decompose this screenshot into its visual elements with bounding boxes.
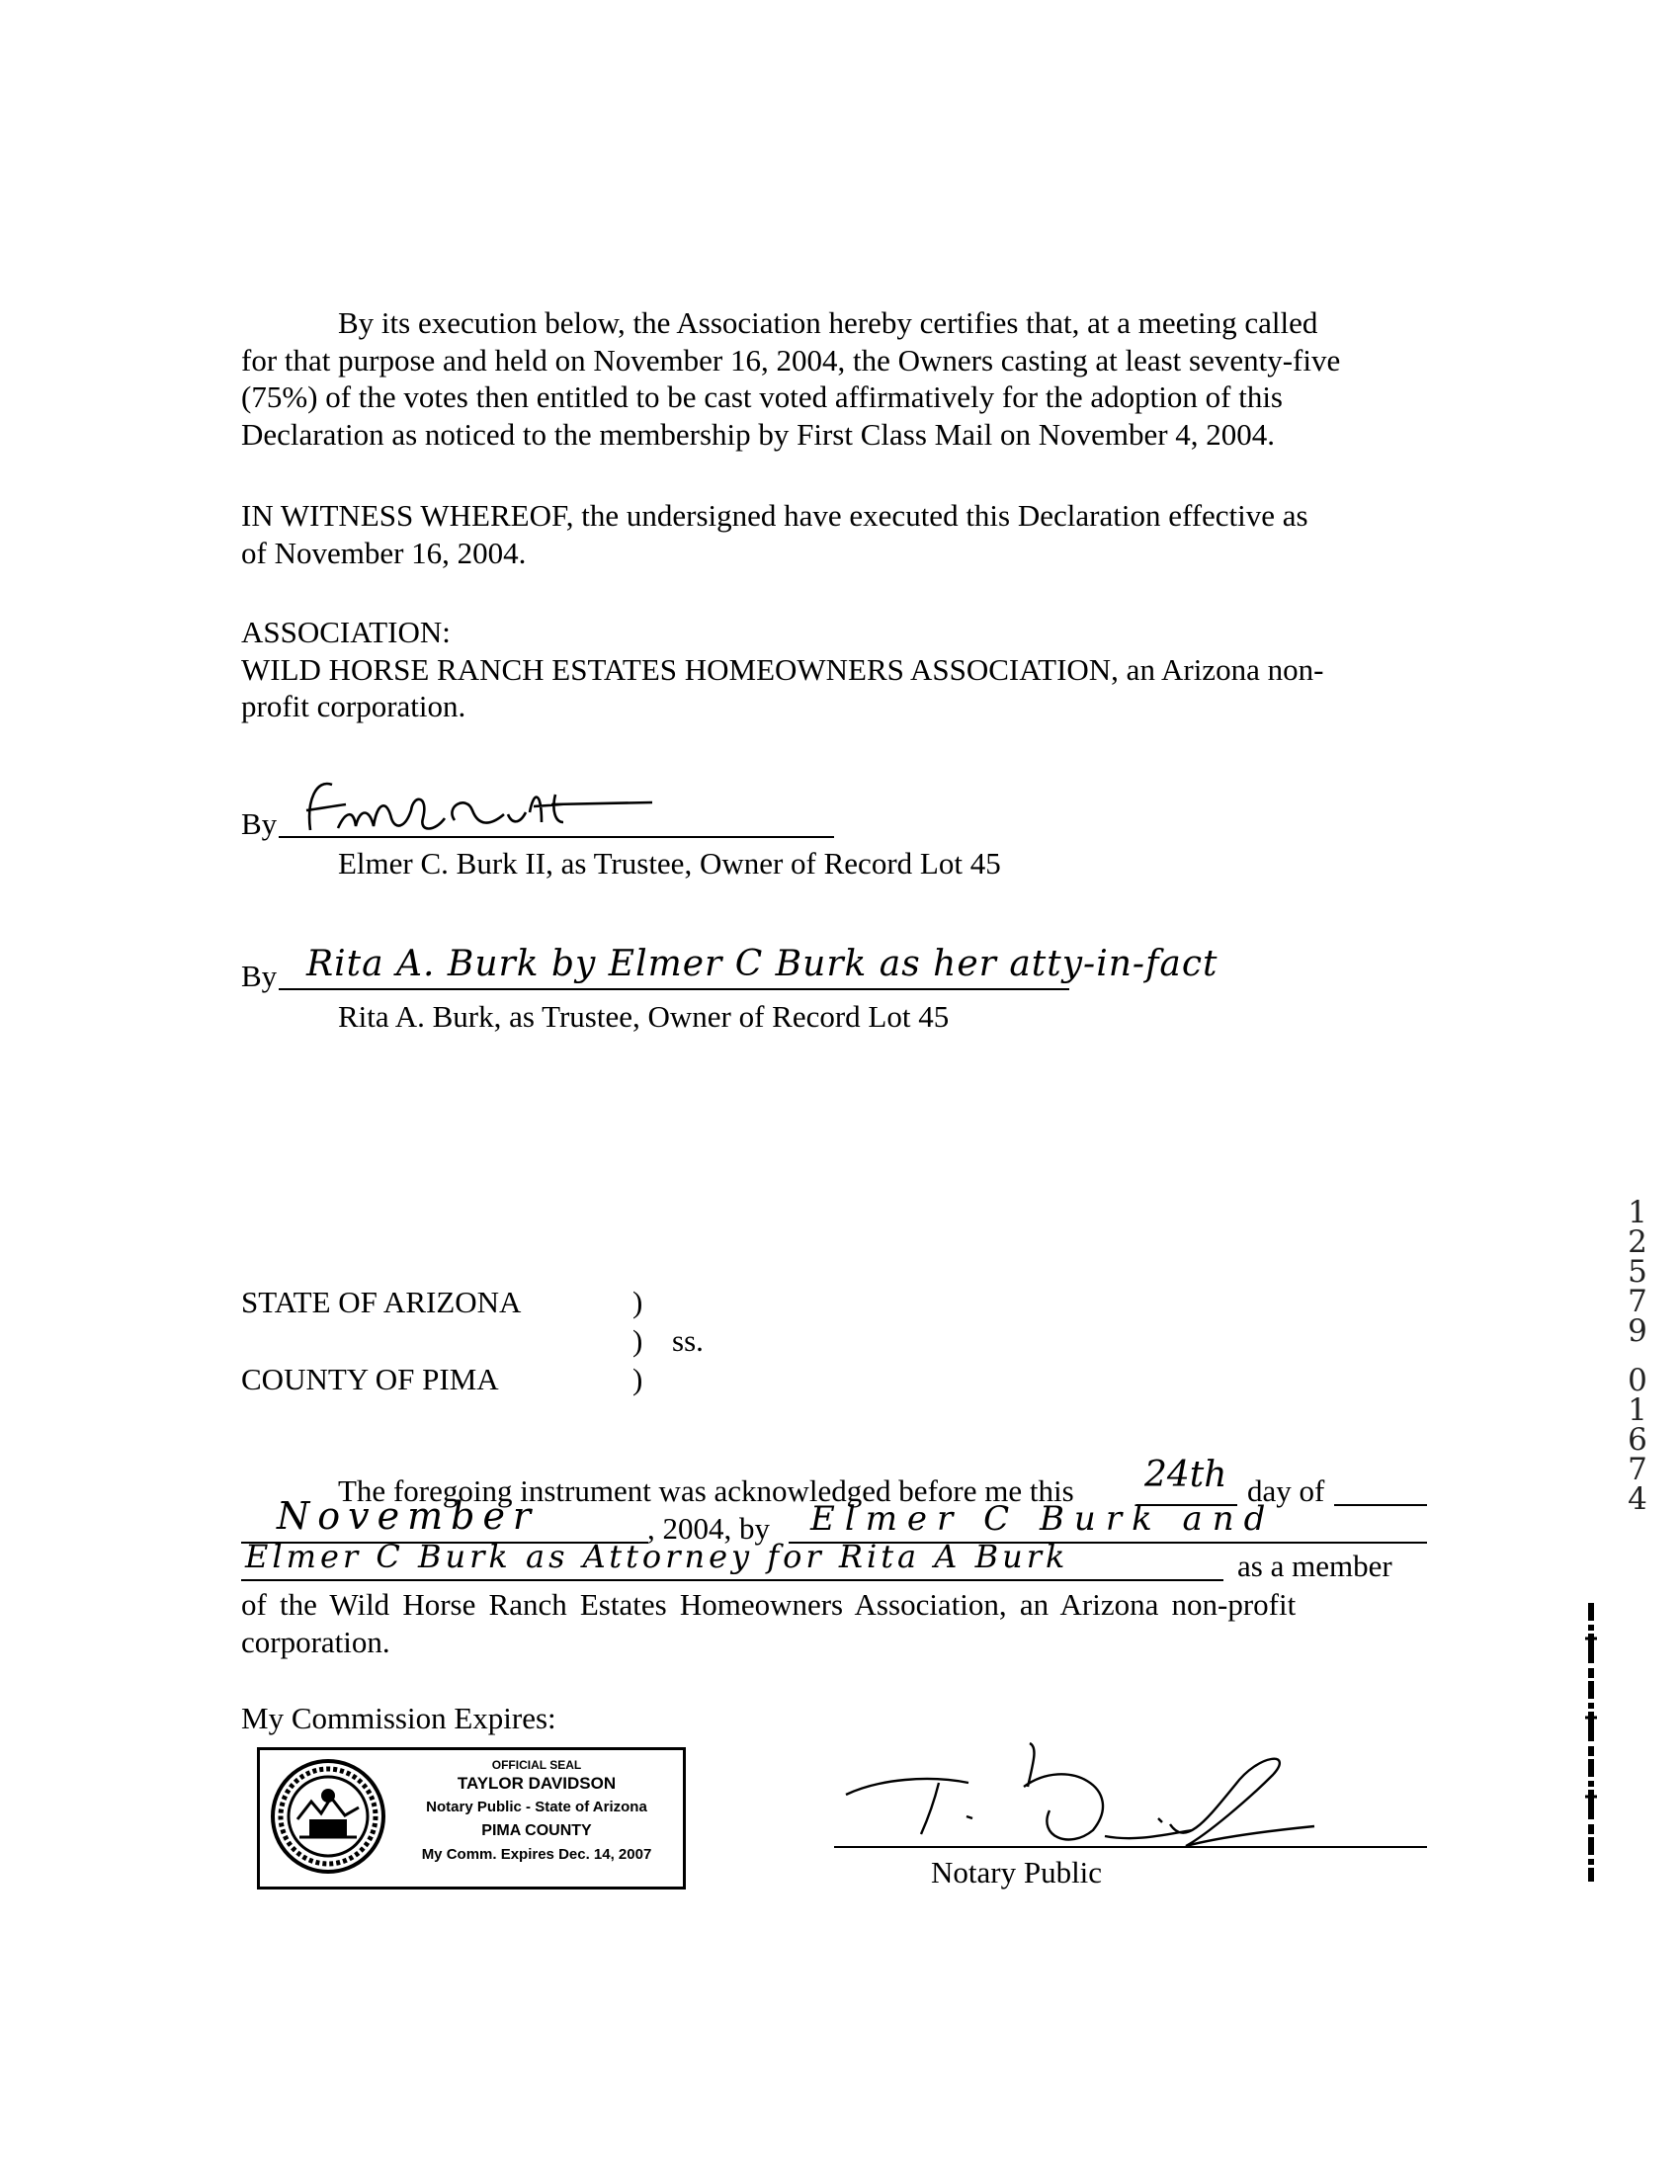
ack-names-handwritten: Elmer C Burk as Attorney for Rita A Burk bbox=[245, 1538, 1069, 1575]
ack-month-handwritten: November bbox=[277, 1494, 540, 1538]
certification-line: Declaration as noticed to the membership by First Class Mail on November 4, 2004. bbox=[241, 416, 1276, 452]
recording-digit: 2 bbox=[1628, 1224, 1647, 1260]
ack-text: day of bbox=[1247, 1473, 1325, 1508]
notary-caption: Notary Public bbox=[931, 1855, 1103, 1890]
recording-digit: 0 bbox=[1628, 1363, 1647, 1398]
venue-paren: ) bbox=[632, 1285, 643, 1319]
rita-burk-signature: Rita A. Burk by Elmer C Burk as her atty-in-fact bbox=[306, 944, 1218, 984]
venue-ss: ss. bbox=[672, 1323, 704, 1358]
recording-digit: 7 bbox=[1628, 1452, 1647, 1487]
certification-line: By its execution below, the Association hereby certifies that, at a meeting called bbox=[338, 305, 1318, 340]
margin-scan-mark bbox=[1579, 1599, 1603, 1886]
association-name-line: profit corporation. bbox=[241, 689, 466, 723]
witness-line: of November 16, 2004. bbox=[241, 535, 527, 570]
recording-digit: 6 bbox=[1628, 1422, 1647, 1458]
venue-paren: ) bbox=[632, 1362, 643, 1396]
seal-text bbox=[398, 1758, 675, 1867]
ack-names-handwritten: Elmer C Burk and bbox=[810, 1499, 1276, 1539]
recording-digit: 4 bbox=[1628, 1481, 1647, 1517]
venue-county: COUNTY OF PIMA bbox=[241, 1362, 499, 1396]
ack-text: corporation. bbox=[241, 1625, 390, 1659]
ack-text: , 2004, by bbox=[647, 1511, 770, 1546]
signature-line bbox=[279, 988, 1069, 990]
seal-expires: My Comm. Expires Dec. 14, 2007 bbox=[421, 1846, 652, 1863]
recording-digit: 7 bbox=[1628, 1284, 1647, 1319]
venue-state: STATE OF ARIZONA bbox=[241, 1285, 522, 1319]
seal-county: PIMA COUNTY bbox=[481, 1822, 592, 1839]
ack-text: of the Wild Horse Ranch Estates Homeowners Association, an Arizona non-profit bbox=[241, 1587, 1297, 1622]
notary-signature bbox=[840, 1739, 1334, 1858]
blank-line-names bbox=[241, 1579, 1223, 1581]
ack-day-handwritten: 24th bbox=[1144, 1455, 1227, 1495]
recording-digit: 5 bbox=[1628, 1254, 1647, 1290]
notary-seal bbox=[257, 1747, 686, 1890]
seal-state: Notary Public - State of Arizona bbox=[426, 1799, 647, 1815]
seal-official: OFFICIAL SEAL bbox=[491, 1758, 582, 1772]
ack-text: The foregoing instrument was acknowledged before me this bbox=[338, 1473, 1074, 1508]
recording-digit: 9 bbox=[1628, 1313, 1647, 1349]
signature-caption: Rita A. Burk, as Trustee, Owner of Record Lot 45 bbox=[338, 999, 950, 1034]
signature-caption: Elmer C. Burk II, as Trustee, Owner of Record Lot 45 bbox=[338, 846, 1001, 881]
association-heading: ASSOCIATION: bbox=[241, 615, 451, 649]
venue-paren: ) bbox=[632, 1323, 643, 1358]
commission-label: My Commission Expires: bbox=[241, 1701, 556, 1735]
association-block bbox=[241, 614, 1427, 725]
association-name-line: WILD HORSE RANCH ESTATES HOMEOWNERS ASSOCIATION, an Arizona non- bbox=[241, 651, 1324, 687]
notary-signature-line bbox=[834, 1846, 1427, 1848]
recording-digit: 1 bbox=[1628, 1392, 1647, 1428]
certification-line: (75%) of the votes then entitled to be cast voted affirmatively for the adoption of this bbox=[241, 379, 1283, 414]
certification-paragraph bbox=[241, 304, 1427, 453]
recording-digit: 1 bbox=[1628, 1195, 1647, 1230]
witness-line: IN WITNESS WHEREOF, the undersigned have executed this Declaration effective as bbox=[241, 498, 1308, 533]
state-seal-emblem-icon bbox=[270, 1758, 386, 1875]
ack-text: as a member bbox=[1237, 1549, 1392, 1583]
signature-by-label: By bbox=[241, 806, 278, 841]
seal-notary-name: TAYLOR DAVIDSON bbox=[457, 1774, 617, 1793]
elmer-burk-signature bbox=[296, 771, 672, 850]
witness-paragraph bbox=[241, 497, 1427, 571]
recording-number bbox=[1623, 1195, 1652, 1517]
signature-by-label: By bbox=[241, 959, 278, 993]
certification-line: for that purpose and held on November 16, 2004, the Owners casting at least seventy-five bbox=[241, 342, 1341, 378]
blank-line bbox=[1334, 1504, 1427, 1506]
